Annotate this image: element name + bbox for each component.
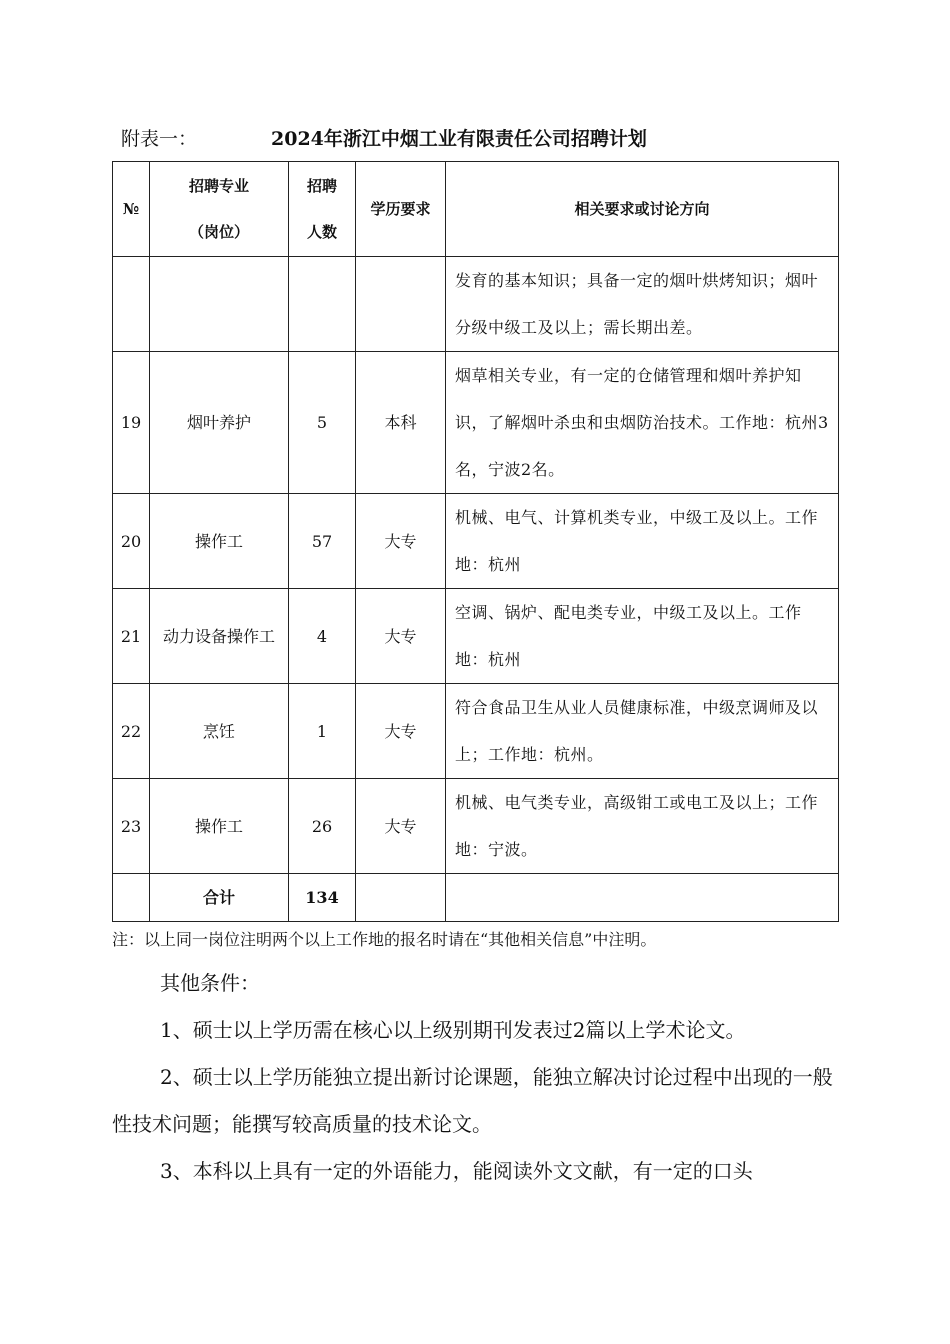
cell-position	[150, 257, 289, 352]
cell-no: 23	[113, 779, 150, 874]
table-row	[113, 589, 839, 684]
cell-education: 大专	[356, 779, 446, 874]
cell-education: 大专	[356, 684, 446, 779]
conditions-heading: 其他条件：	[160, 971, 260, 995]
cell-education	[356, 257, 446, 352]
table-total-row	[113, 874, 839, 922]
cell-position: 操作工	[150, 779, 289, 874]
cell-education: 大专	[356, 494, 446, 589]
header-education: 学历要求	[356, 162, 446, 257]
total-count: 134	[289, 874, 356, 922]
cell-count: 4	[289, 589, 356, 684]
table-note: 注：以上同一岗位注明两个以上工作地的报名时请在“其他相关信息”中注明。	[112, 930, 657, 949]
cell-education-empty	[356, 874, 446, 922]
cell-position: 动力设备操作工	[150, 589, 289, 684]
header-position	[150, 162, 289, 257]
cell-count: 57	[289, 494, 356, 589]
cell-requirements: 机械、电气类专业，高级钳工或电工及以上；工作地：宁波。	[446, 779, 839, 874]
header-requirements: 相关要求或讨论方向	[446, 162, 839, 257]
title-main: 2024年浙江中烟工业有限责任公司招聘计划	[271, 128, 647, 150]
cell-no: 22	[113, 684, 150, 779]
cell-count: 5	[289, 352, 356, 494]
cell-position: 烟叶养护	[150, 352, 289, 494]
cell-position: 烹饪	[150, 684, 289, 779]
table-header-row	[113, 162, 839, 257]
cell-count: 26	[289, 779, 356, 874]
header-count-line2: 人数	[306, 223, 337, 241]
table-row	[113, 257, 839, 352]
cell-requirements-empty	[446, 874, 839, 922]
cell-no	[113, 257, 150, 352]
title-prefix: 附表一：	[121, 128, 198, 150]
header-position-line1: 招聘专业	[188, 177, 249, 195]
cell-education: 本科	[356, 352, 446, 494]
cell-requirements: 发育的基本知识；具备一定的烟叶烘烤知识；烟叶分级中级工及以上；需长期出差。	[446, 257, 839, 352]
cell-count: 1	[289, 684, 356, 779]
cell-requirements: 空调、锅炉、配电类专业，中级工及以上。工作地：杭州	[446, 589, 839, 684]
table-row	[113, 779, 839, 874]
cell-requirements: 机械、电气、计算机类专业，中级工及以上。工作地：杭州	[446, 494, 839, 589]
condition-item-2: 2、硕士以上学历能独立提出新讨论课题，能独立解决讨论过程中出现的一般性技术问题；能撰写较高质量的技术论文。	[112, 1065, 833, 1136]
cell-no: 19	[113, 352, 150, 494]
cell-no: 20	[113, 494, 150, 589]
recruitment-plan-table	[112, 161, 839, 922]
header-position-line2: （岗位）	[188, 223, 249, 241]
cell-count	[289, 257, 356, 352]
cell-no: 21	[113, 589, 150, 684]
cell-position: 操作工	[150, 494, 289, 589]
condition-item-3: 3、本科以上具有一定的外语能力，能阅读外文文献，有一定的口头	[160, 1159, 753, 1183]
table-row	[113, 352, 839, 494]
cell-requirements: 烟草相关专业，有一定的仓储管理和烟叶养护知识，了解烟叶杀虫和虫烟防治技术。工作地：杭州3名，宁波2名。	[446, 352, 839, 494]
total-label: 合计	[150, 874, 289, 922]
cell-no-empty	[113, 874, 150, 922]
header-count-line1: 招聘	[306, 177, 337, 195]
cell-requirements: 符合食品卫生从业人员健康标准，中级烹调师及以上；工作地：杭州。	[446, 684, 839, 779]
document-title	[121, 124, 647, 151]
condition-item-1: 1、硕士以上学历需在核心以上级别期刊发表过2篇以上学术论文。	[160, 1018, 746, 1042]
header-no: №	[113, 162, 150, 257]
header-count	[289, 162, 356, 257]
table-row	[113, 684, 839, 779]
cell-education: 大专	[356, 589, 446, 684]
table-row	[113, 494, 839, 589]
